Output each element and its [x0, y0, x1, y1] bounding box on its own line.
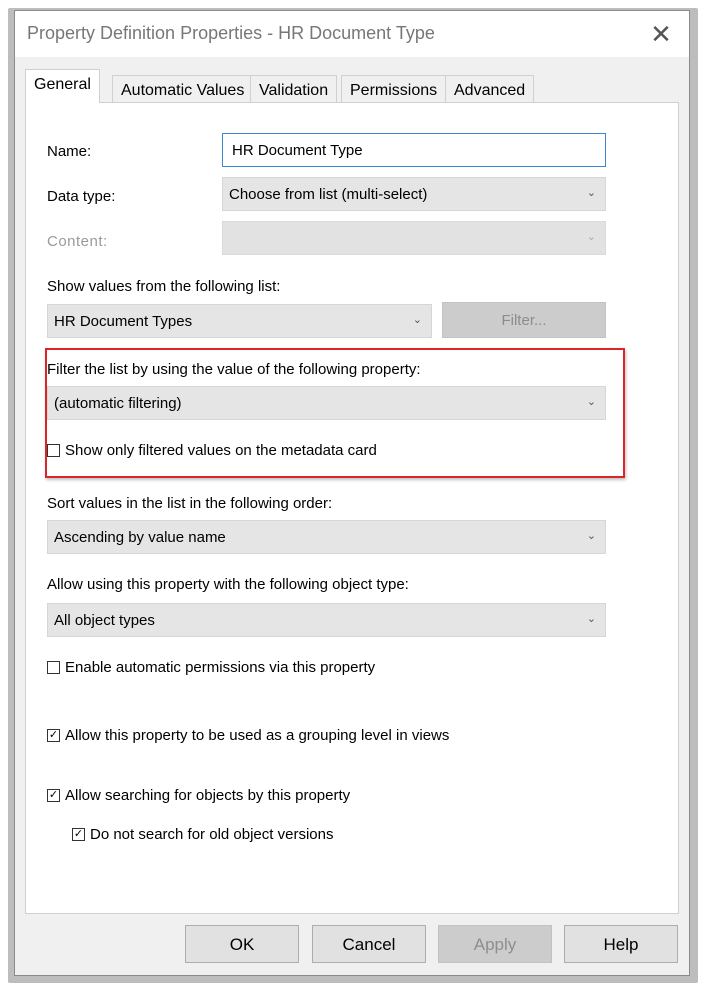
object-type-value: All object types: [54, 612, 155, 629]
window-title: Property Definition Properties - HR Document Type: [27, 23, 435, 43]
chevron-down-icon: ⌄: [586, 396, 596, 408]
content-label: Content:: [47, 233, 108, 250]
close-icon[interactable]: ✕: [650, 19, 672, 49]
ok-button[interactable]: OK: [185, 925, 299, 963]
show-filtered-label: Show only filtered values on the metadata card: [65, 442, 377, 459]
sort-select[interactable]: [47, 520, 606, 554]
checkmark-icon: ✓: [48, 789, 59, 801]
data-type-label: Data type:: [47, 188, 116, 205]
value-list-value: HR Document Types: [54, 313, 193, 330]
filter-button: Filter...: [442, 302, 606, 338]
show-values-label: Show values from the following list:: [47, 278, 281, 295]
chevron-down-icon: ⌄: [586, 530, 596, 542]
help-button[interactable]: Help: [564, 925, 678, 963]
sort-value: Ascending by value name: [54, 529, 226, 546]
checkbox-unchecked-icon: [47, 661, 60, 674]
old-versions-checkbox[interactable]: [72, 826, 333, 843]
object-type-label: Allow using this property with the following object type:: [47, 576, 409, 593]
name-field[interactable]: HR Document Type: [222, 133, 606, 167]
chevron-down-icon: ⌄: [586, 187, 596, 199]
grouping-label: Allow this property to be used as a grouping level in views: [65, 727, 450, 744]
checkmark-icon: ✓: [73, 828, 84, 840]
general-panel: [25, 102, 679, 914]
object-type-select[interactable]: [47, 603, 606, 637]
auto-permissions-checkbox[interactable]: [47, 659, 375, 676]
content-select: [222, 221, 606, 255]
filter-property-label: Filter the list by using the value of the following property:: [47, 361, 421, 378]
name-label: Name:: [47, 143, 92, 160]
chevron-down-icon: ⌄: [412, 314, 422, 326]
filter-property-select[interactable]: [47, 386, 606, 420]
title-bar: [15, 11, 689, 57]
data-type-select[interactable]: [222, 177, 606, 211]
chevron-down-icon: ⌄: [586, 231, 596, 243]
tab-advanced[interactable]: Advanced: [445, 75, 534, 103]
grouping-checkbox[interactable]: [47, 727, 449, 744]
searching-checkbox[interactable]: [47, 787, 350, 804]
auto-permissions-label: Enable automatic permissions via this property: [65, 659, 376, 676]
tab-automatic-values[interactable]: Automatic Values: [112, 75, 253, 103]
apply-button: Apply: [438, 925, 552, 963]
dialog-window: [14, 10, 690, 976]
checkmark-icon: ✓: [48, 729, 59, 741]
checkbox-unchecked-icon: [47, 444, 60, 457]
filter-property-value: (automatic filtering): [54, 395, 182, 412]
show-filtered-checkbox[interactable]: [47, 442, 377, 459]
value-list-select[interactable]: [47, 304, 432, 338]
sort-label: Sort values in the list in the following order:: [47, 495, 333, 512]
searching-label: Allow searching for objects by this property: [65, 787, 351, 804]
tab-permissions[interactable]: Permissions: [341, 75, 446, 103]
tab-validation[interactable]: Validation: [250, 75, 337, 103]
cancel-button[interactable]: Cancel: [312, 925, 426, 963]
tab-general[interactable]: General: [25, 69, 100, 103]
old-versions-label: Do not search for old object versions: [90, 826, 334, 843]
data-type-value: Choose from list (multi-select): [229, 186, 428, 203]
chevron-down-icon: ⌄: [586, 613, 596, 625]
